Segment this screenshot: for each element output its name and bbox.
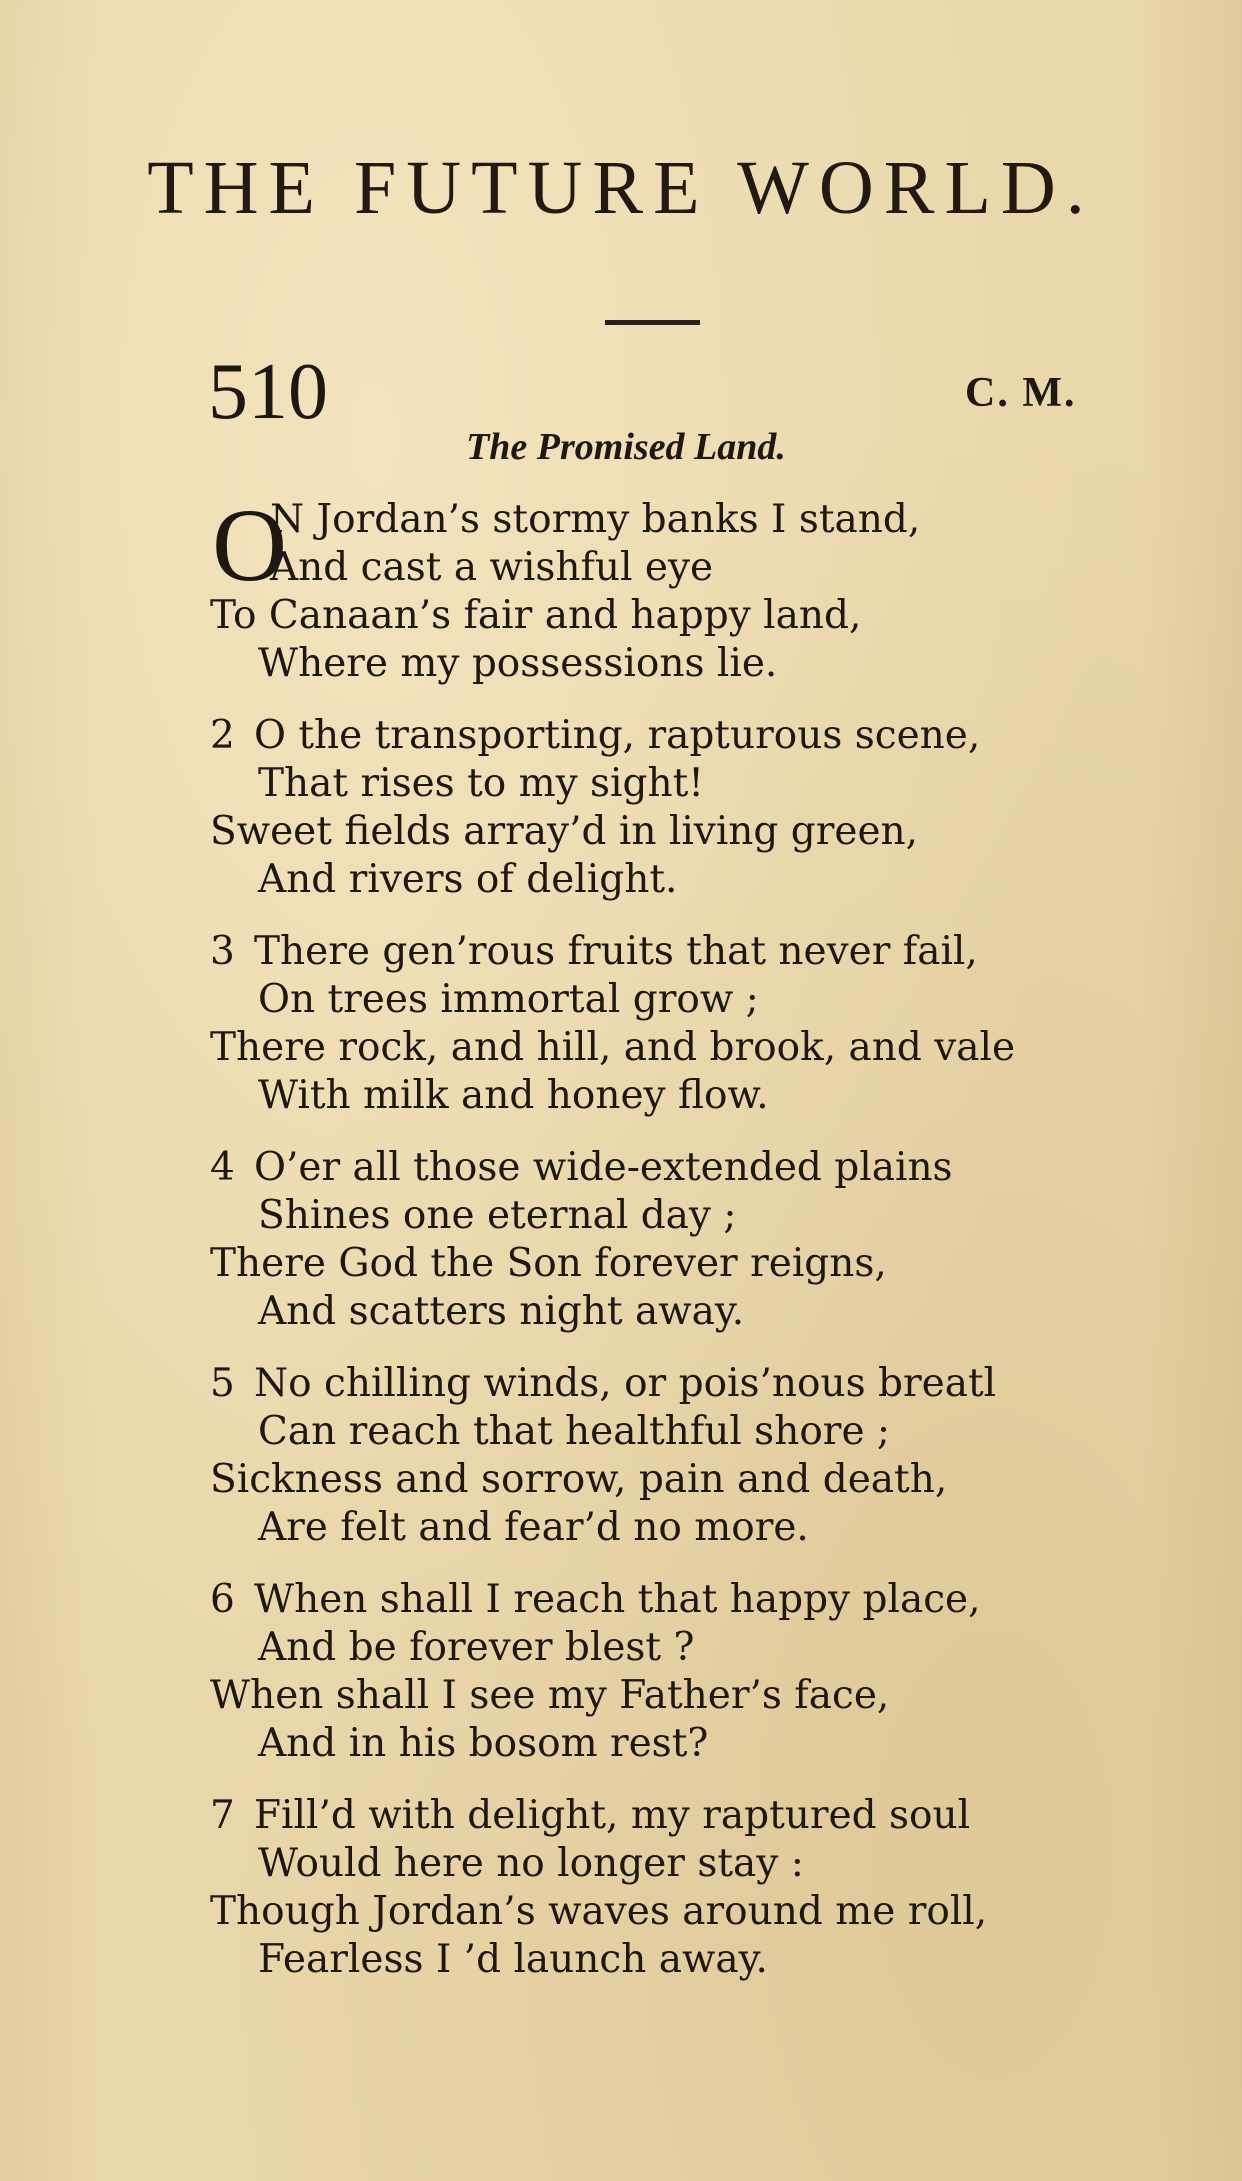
verse-number: 6 xyxy=(210,1577,235,1622)
verse-line: That rises to my sight! xyxy=(258,761,704,806)
verse-line-text: When shall I reach that happy place, xyxy=(254,1577,981,1622)
hymn-verses xyxy=(210,488,1220,2008)
verse-line xyxy=(210,928,1220,976)
verse-line xyxy=(210,1144,1220,1192)
verse-3 xyxy=(210,928,1220,1120)
hymn-subtitle: The Promised Land. xyxy=(466,426,786,468)
verse-number: 5 xyxy=(210,1361,235,1406)
verse-line: Would here no longer stay : xyxy=(258,1841,804,1886)
verse-7 xyxy=(210,1792,1220,1984)
verse-line: And scatters night away. xyxy=(258,1289,745,1334)
verse-number: 7 xyxy=(210,1793,235,1838)
verse-4 xyxy=(210,1144,1220,1336)
verse-line: Shines one eternal day ; xyxy=(258,1193,737,1238)
verse-line: Where my possessions lie. xyxy=(258,641,778,686)
verse-line: And in his bosom rest? xyxy=(258,1721,709,1766)
verse-line: And cast a wishful eye xyxy=(270,545,714,590)
verse-line-text: Fill’d with delight, my raptured soul xyxy=(254,1793,971,1838)
verse-5 xyxy=(210,1360,1220,1552)
verse-line: And be forever blest ? xyxy=(258,1625,695,1670)
verse-1 xyxy=(210,488,1220,688)
verse-line-text: There gen’rous fruits that never fail, xyxy=(254,929,978,974)
drop-cap: O xyxy=(212,488,288,603)
verse-line: Are felt and fear’d no more. xyxy=(258,1505,809,1550)
verse-line: When shall I see my Father’s face, xyxy=(210,1673,890,1718)
verse-line: With milk and honey flow. xyxy=(258,1073,769,1118)
verse-line: N Jordan’s stormy banks I stand, xyxy=(270,497,921,542)
verse-line: There rock, and hill, and brook, and vale xyxy=(210,1025,1016,1070)
verse-line xyxy=(210,1576,1220,1624)
verse-line xyxy=(210,1792,1220,1840)
hymn-meter: C. M. xyxy=(965,370,1077,416)
verse-line: To Canaan’s fair and happy land, xyxy=(210,593,862,638)
verse-line: Sickness and sorrow, pain and death, xyxy=(210,1457,948,1502)
verse-line: There God the Son forever reigns, xyxy=(210,1241,887,1286)
verse-line xyxy=(210,712,1220,760)
section-rule xyxy=(605,320,700,325)
verse-line: On trees immortal grow ; xyxy=(258,977,759,1022)
verse-line-text: O the transporting, rapturous scene, xyxy=(254,713,981,758)
verse-line: And rivers of delight. xyxy=(258,857,678,902)
verse-line: Fearless I ’d launch away. xyxy=(258,1937,768,1982)
verse-2 xyxy=(210,712,1220,904)
verse-line-text: No chilling winds, or pois’nous breatl xyxy=(254,1361,997,1406)
verse-line: Can reach that healthful shore ; xyxy=(258,1409,891,1454)
verse-line xyxy=(210,1360,1220,1408)
verse-number: 4 xyxy=(210,1145,235,1190)
verse-number: 2 xyxy=(210,713,235,758)
verse-number: 3 xyxy=(210,929,235,974)
verse-6 xyxy=(210,1576,1220,1768)
running-title: THE FUTURE WORLD. xyxy=(147,146,1095,230)
hymn-number: 510 xyxy=(208,348,328,436)
verse-line: Though Jordan’s waves around me roll, xyxy=(210,1889,988,1934)
verse-line: Sweet fields array’d in living green, xyxy=(210,809,919,854)
verse-line-text: O’er all those wide-extended plains xyxy=(254,1145,953,1190)
